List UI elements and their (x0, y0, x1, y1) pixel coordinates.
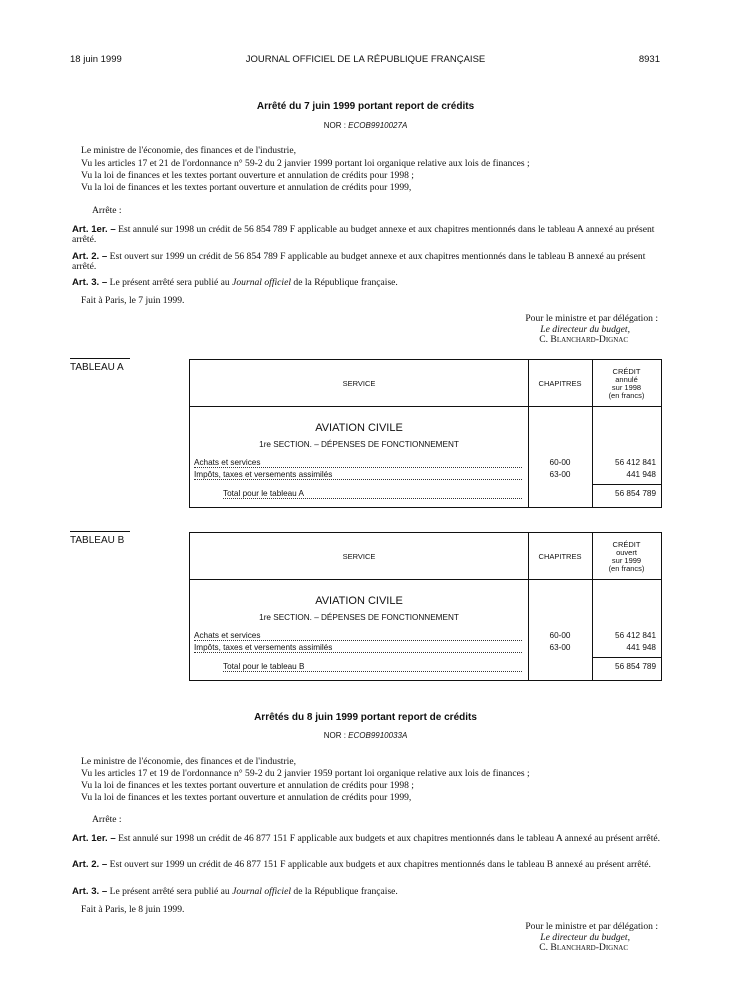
row-credit: 56 412 841 (615, 631, 656, 640)
row-credit: 56 412 841 (615, 458, 656, 467)
col-credit: CRÉDIT ouvert sur 1999 (en francs) (608, 540, 645, 573)
article-1: Art. 1er. – Est annulé sur 1998 un crédit de 56 854 789 F applicable au budget annexe et aux chapitres mentionnés dans le tableau A annexé au présent arrêté. (72, 224, 655, 245)
col-chapitres: CHAPITRES (538, 379, 582, 388)
signature-block: Pour le ministre et par délégation : Le directeur du budget, C. Blanchard-Dignac (525, 313, 658, 345)
signature-block: Pour le ministre et par délégation : Le directeur du budget, C. Blanchard-Dignac (525, 921, 658, 953)
total-label: Total pour le tableau A (223, 489, 305, 498)
page-number: 8931 (638, 54, 660, 65)
row-chapitre: 63-00 (549, 643, 571, 652)
nor-reference: NOR : ECOB9910027A (323, 121, 408, 130)
row-label: Impôts, taxes et versements assimilés (194, 470, 333, 479)
col-credit: CRÉDIT annulé sur 1998 (en francs) (608, 367, 645, 400)
preamble-line: Vu la loi de finances et les textes portant ouverture et annulation de crédits pour 1998 ; (81, 780, 414, 791)
row-credit: 441 948 (626, 470, 656, 479)
article-3: Art. 3. – Le présent arrêté sera publié au Journal officiel de la République française. (72, 277, 398, 288)
col-service: SERVICE (342, 379, 376, 388)
col-chapitres: CHAPITRES (538, 552, 582, 561)
preamble-line: Le ministre de l'économie, des finances et de l'industrie, (81, 145, 296, 156)
preamble-line: Vu les articles 17 et 21 de l'ordonnance n° 59-2 du 2 janvier 1999 portant loi organique relative aux lois de finances ; (81, 158, 530, 169)
article-2: Art. 2. – Est ouvert sur 1999 un crédit de 56 854 789 F applicable au budget annexe et aux chapitres mentionnés dans le tableau B annexé au présent arrêté. (72, 251, 646, 272)
col-service: SERVICE (342, 552, 376, 561)
journal-title: JOURNAL OFFICIEL DE LA RÉPUBLIQUE FRANÇAISE (245, 54, 486, 65)
preamble-line: Vu la loi de finances et les textes portant ouverture et annulation de crédits pour 1998 ; (81, 170, 414, 181)
fait-line: Fait à Paris, le 7 juin 1999. (81, 295, 185, 306)
row-label: Achats et services (194, 458, 261, 467)
row-label: Impôts, taxes et versements assimilés (194, 643, 333, 652)
arrete-label: Arrête : (92, 814, 122, 825)
tableau-a (189, 359, 662, 508)
row-label: Achats et services (194, 631, 261, 640)
article-3: Art. 3. – Le présent arrêté sera publié au Journal officiel de la République française. (72, 886, 398, 897)
section-title: AVIATION CIVILE (315, 422, 403, 434)
row-chapitre: 60-00 (549, 458, 571, 467)
page-date: 18 juin 1999 (70, 54, 122, 65)
total-value: 56 854 789 (615, 489, 656, 498)
fait-line: Fait à Paris, le 8 juin 1999. (81, 904, 185, 915)
arrete-label: Arrête : (92, 205, 122, 216)
section-subtitle: 1re SECTION. – DÉPENSES DE FONCTIONNEMENT (259, 613, 459, 622)
tableau-b (189, 532, 662, 681)
decree-title: Arrêté du 7 juin 1999 portant report de crédits (256, 101, 475, 112)
preamble-line: Vu la loi de finances et les textes portant ouverture et annulation de crédits pour 1999, (81, 792, 412, 803)
section-subtitle: 1re SECTION. – DÉPENSES DE FONCTIONNEMENT (259, 440, 459, 449)
total-value: 56 854 789 (615, 662, 656, 671)
preamble-line: Vu les articles 17 et 19 de l'ordonnance n° 59-2 du 2 janvier 1959 portant loi organique relative aux lois de finances ; (81, 768, 530, 779)
row-chapitre: 63-00 (549, 470, 571, 479)
preamble-line: Le ministre de l'économie, des finances et de l'industrie, (81, 756, 296, 767)
row-credit: 441 948 (626, 643, 656, 652)
section-title: AVIATION CIVILE (315, 595, 403, 607)
nor-reference: NOR : ECOB9910033A (323, 731, 408, 740)
row-chapitre: 60-00 (549, 631, 571, 640)
total-label: Total pour le tableau B (223, 662, 305, 671)
decree-title: Arrêtés du 8 juin 1999 portant report de crédits (254, 712, 477, 723)
article-1: Art. 1er. – Est annulé sur 1998 un crédit de 46 877 151 F applicable aux budgets et aux chapitres mentionnés dans le tableau A annexé au présent arrêté. (72, 833, 661, 844)
article-2: Art. 2. – Est ouvert sur 1999 un crédit de 46 877 151 F applicable aux budgets et aux chapitres mentionnés dans le tableau B annexé au présent arrêté. (72, 859, 651, 870)
preamble-line: Vu la loi de finances et les textes portant ouverture et annulation de crédits pour 1999, (81, 182, 412, 193)
tableau-b-label: TABLEAU B (70, 531, 130, 546)
tableau-a-label: TABLEAU A (70, 358, 130, 373)
